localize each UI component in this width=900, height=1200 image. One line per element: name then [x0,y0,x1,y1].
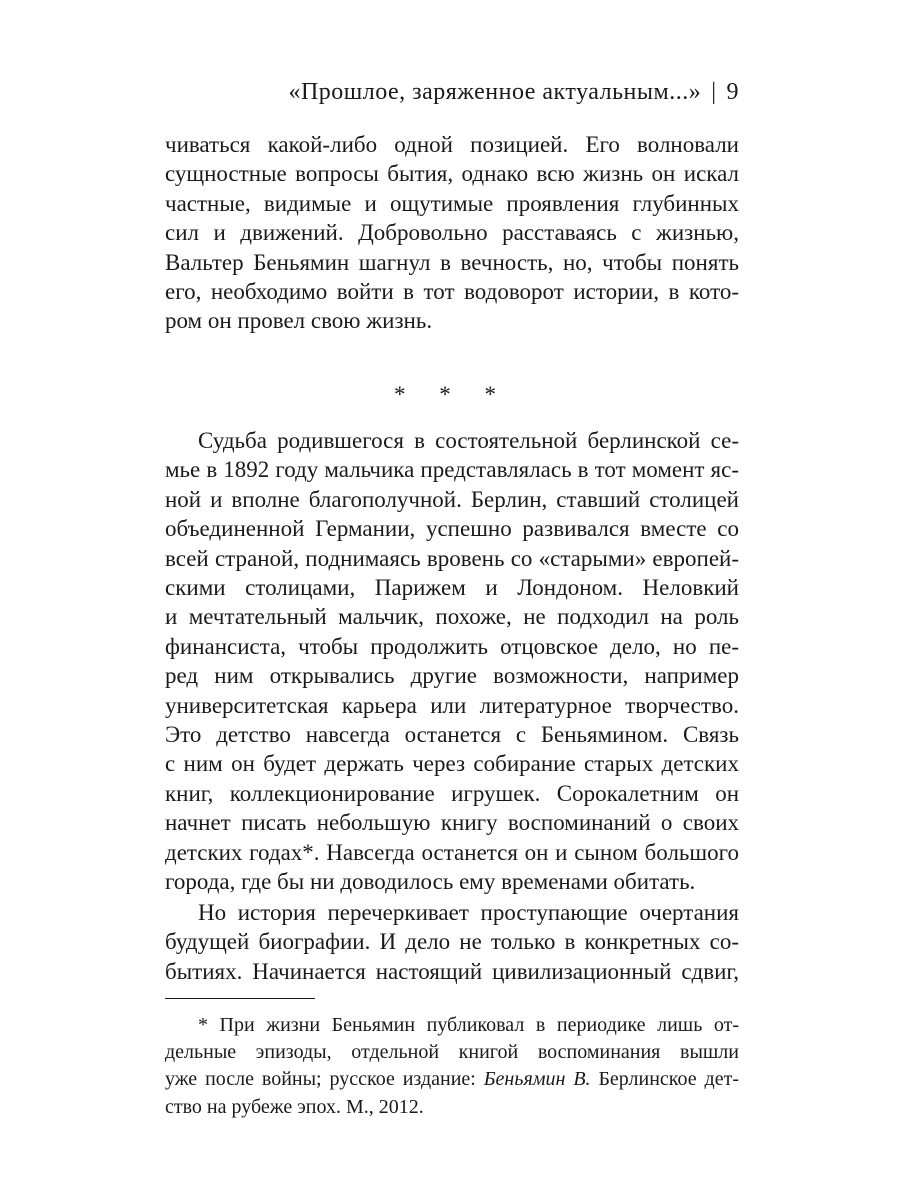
running-header [165,76,739,108]
paragraph-history [165,898,739,986]
text-line: с ним он будет держать через собирание старых детских [165,751,739,777]
text-line: сущностные вопросы бытия, однако всю жизнь он искал [165,161,739,187]
text-line: начнет писать небольшую книгу воспоминаний о своих [165,810,739,836]
footnote-line: * При жизни Беньямин публиковал в периодике лишь от- [198,1014,739,1036]
section-break-asterisks: * * * [394,382,510,407]
text-line: чиваться какой-либо одной позицией. Его волновали [165,132,739,157]
paragraph-continuation [165,130,739,336]
text-line: частные, видимые и ощутимые проявления глубинных [165,190,739,216]
footnote [165,1012,739,1121]
text-line: и мечтательный мальчик, похоже, не подходил на роль [165,604,739,630]
text-line: Вальтер Беньямин шагнул в вечность, но, чтобы понять [165,249,739,275]
text-line: университетская карьера или литературное творчество. [165,692,739,718]
text-line: бытиях. Начинается настоящий цивилизационный сдвиг, [165,958,739,984]
page-number: 9 [726,79,739,105]
footnote-divider [165,998,315,999]
text-line: его, необходимо войти в тот водоворот истории, в кото- [165,279,739,305]
footnote-text: уже после войны; русское издание: [165,1068,484,1091]
text-line: книг, коллекционирование игрушек. Сорокалетним он [165,780,739,806]
text-line: ред ним открывались другие возможности, например [165,663,739,689]
text-line: Это детство навсегда останется с Беньямином. Связь [165,722,739,748]
header-separator: | [711,79,717,105]
text-line: города, где бы ни доводилось ему временами обитать. [165,869,696,895]
text-line: Но история перечеркивает проступающие очертания [198,900,739,925]
text-line: объединенной Германии, успешно развивался вместе со [165,516,739,542]
text-line: мье в 1892 году мальчика представлялась в тот момент яс- [165,457,739,483]
footnote-author-italic: Беньямин В. [483,1068,591,1091]
footnote-text: Берлинское дет- [590,1068,739,1091]
paragraph-childhood [165,426,739,897]
text-line: финансиста, чтобы продолжить отцовское дело, но пе- [165,633,739,659]
footnote-line: дельные эпизоды, отдельной книгой воспоминания вышли [165,1041,739,1064]
text-line: будущей биографии. И дело не только в конкретных со- [165,929,739,955]
text-line: ром он провел свою жизнь. [165,308,433,334]
text-line: детских годах*. Навсегда останется он и сыном большого [165,839,739,865]
footnote-line [165,1066,739,1093]
text-line: ной и вполне благополучной. Берлин, ставший столицей [165,486,739,512]
text-line: всей страной, поднимаясь вровень со «старыми» европей- [165,545,739,571]
text-line: скими столицами, Парижем и Лондоном. Неловкий [165,575,739,601]
running-title: «Прошлое, заряженное актуальным...» [288,79,702,105]
footnote-line: ство на рубеже эпох. М., 2012. [165,1095,424,1118]
text-line: Судьба родившегося в состоятельной берлинской се- [198,428,739,453]
text-line: сил и движений. Добровольно расставаясь с жизнью, [165,220,739,246]
